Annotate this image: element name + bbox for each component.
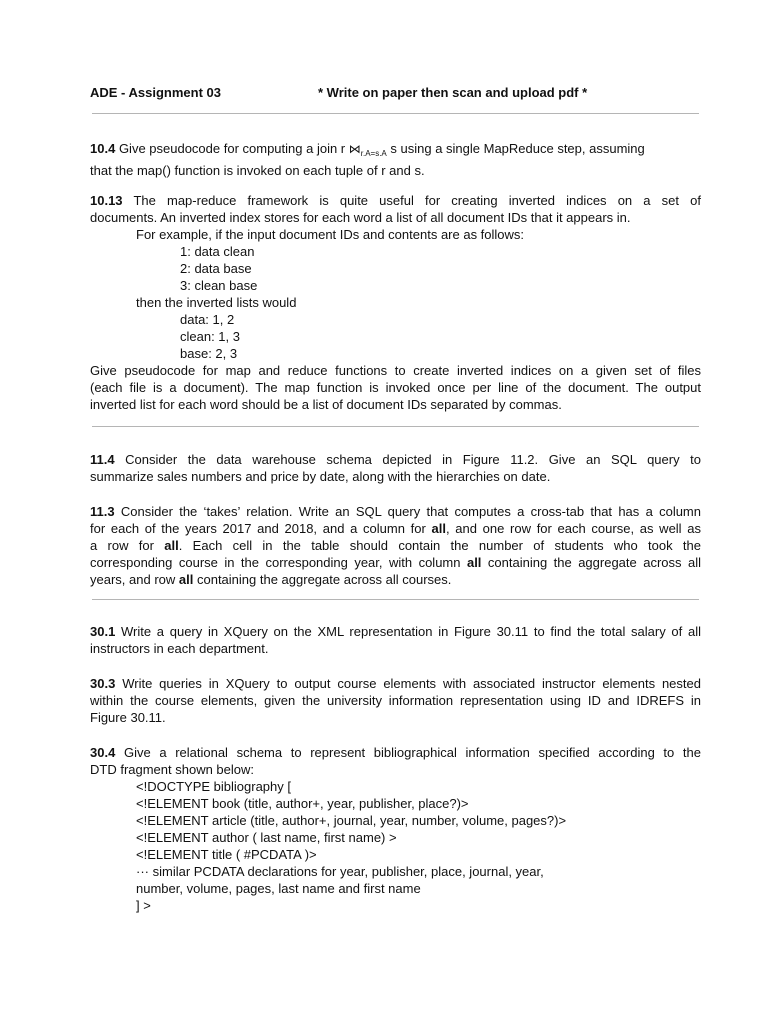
question-number: 30.1 [90,624,116,639]
question-text: Write queries in XQuery to output course elements with associated instructor elements nested [122,676,701,691]
question-text: for each of the years 2017 and 2018, and a column for [90,521,426,536]
question-text: that the map() function is invoked on each tuple of r and s. [90,163,425,178]
question-number: 11.3 [90,504,115,519]
question-30-3 [90,675,701,726]
divider [92,113,699,114]
join-symbol: ⋈ [348,142,361,156]
dtd-line: <!ELEMENT book (title, author+, year, publisher, place?)> [136,796,469,811]
question-text: Consider the data warehouse schema depicted in Figure 11.2. Give an SQL query to [125,452,701,467]
dtd-line: <!DOCTYPE bibliography [ [136,779,291,794]
dtd-line: <!ELEMENT title ( #PCDATA )> [136,847,317,862]
question-30-1 [90,623,701,657]
question-text: Give pseudocode for map and reduce functions to create inverted indices on a given set of files [90,363,701,378]
question-11-4 [90,451,701,485]
question-text: Give a relational schema to represent bibliographical information specified according to the [123,745,701,760]
question-10-4 [90,140,701,179]
question-text: corresponding course in the corresponding year, with column [90,555,461,570]
question-text: . Each cell in the table should contain the number of students who took the [178,538,701,553]
doc-line: 3: clean base [180,278,258,293]
question-text: DTD fragment shown below: [90,762,255,777]
dtd-line: number, volume, pages, last name and first name [136,881,421,896]
question-text: Write a query in XQuery on the XML representation in Figure 30.11 to find the total salary of all [121,624,701,639]
question-number: 10.4 [90,141,116,156]
question-text: (each file is a document). The map function is invoked once per line of the document. The output [90,380,701,395]
doc-line: 2: data base [180,261,252,276]
then-text: then the inverted lists would [136,295,297,310]
question-number: 30.4 [90,745,116,760]
question-text: instructors in each department. [90,641,269,656]
question-30-4 [90,744,701,914]
question-text: s using a single MapReduce step, assuming [390,141,645,156]
question-number: 10.13 [90,193,123,208]
question-text: containing the aggregate across all [487,555,701,570]
question-number: 30.3 [90,676,116,691]
question-10-13 [90,192,701,413]
question-number: 11.4 [90,452,115,467]
question-text: Consider the ‘takes’ relation. Write an SQL query that computes a cross-tab that has a column [120,504,701,519]
dtd-line: <!ELEMENT article (title, author+, journal, year, number, volume, pages?)> [136,813,567,828]
inverted-list-line: data: 1, 2 [180,312,235,327]
divider [92,599,699,600]
question-text: The map-reduce framework is quite useful for creating inverted indices on a set of [133,193,701,208]
question-text: documents. An inverted index stores for each word a list of all document IDs that it appears in. [90,210,631,225]
question-text: a row for [90,538,154,553]
question-11-3 [90,503,701,588]
question-text: within the course elements, given the university information representation using ID and IDREFS in [90,693,701,708]
keyword-all: all [431,521,446,536]
question-text: inverted list for each word should be a list of document IDs separated by commas. [90,397,562,412]
upload-instruction: * Write on paper then scan and upload pdf * [318,85,588,100]
example-intro: For example, if the input document IDs and contents are as follows: [136,227,525,242]
inverted-list-line: clean: 1, 3 [180,329,240,344]
question-text: years, and row [90,572,176,587]
question-text: Give pseudocode for computing a join r [118,141,346,156]
question-text: , and one row for each course, as well as [445,521,701,536]
question-text: containing the aggregate across all courses. [196,572,452,587]
question-text: summarize sales numbers and price by date, along with the hierarchies on date. [90,469,551,484]
divider [92,426,699,427]
dtd-line: <!ELEMENT author ( last name, first name) > [136,830,397,845]
doc-line: 1: data clean [180,244,255,259]
keyword-all: all [164,538,179,553]
dtd-line: ··· similar PCDATA declarations for year, publisher, place, journal, year, [136,864,544,879]
assignment-title: ADE - Assignment 03 [90,85,221,100]
keyword-all: all [178,572,194,587]
inverted-list-line: base: 2, 3 [180,346,238,361]
question-text: Figure 30.11. [90,710,166,725]
keyword-all: all [466,555,482,570]
join-subscript: r.A=s.A [360,149,387,158]
dtd-line: ] > [136,898,151,913]
header [90,85,700,100]
